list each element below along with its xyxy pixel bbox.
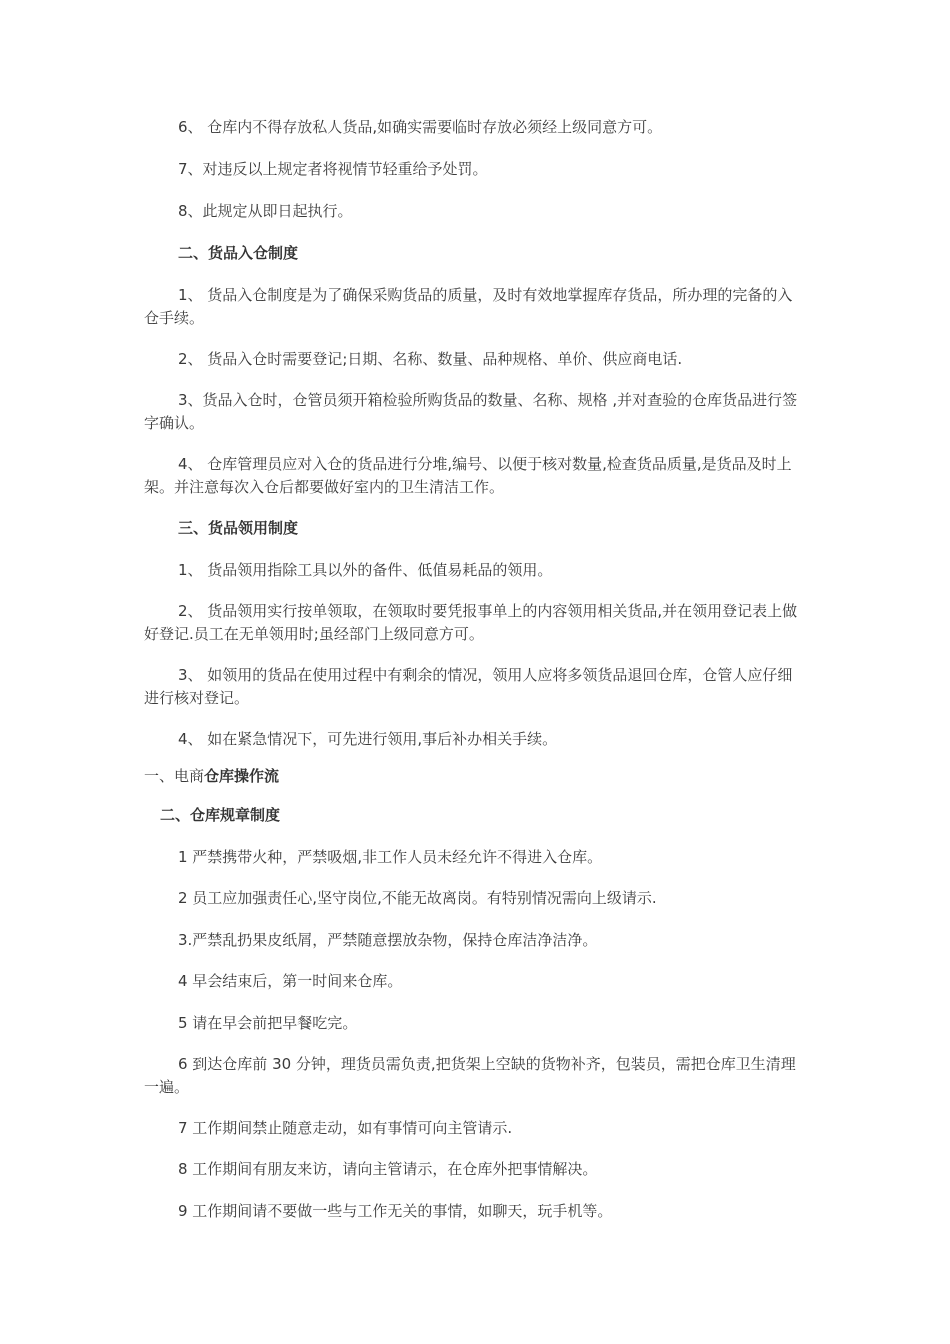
intake-item-4: 4、 仓库管理员应对入仓的货品进行分堆,编号、以便于核对数量,检查货品质量,是货品及时上架。并注意每次入仓后都要做好室内的卫生清洁工作。 bbox=[144, 455, 792, 496]
rules-item-6: 6 到达仓库前 30 分钟，理货员需负责,把货架上空缺的货物补齐，包装员，需把仓库卫生清理一遍。 bbox=[144, 1055, 796, 1096]
usage-item-4: 4、 如在紧急情况下，可先进行领用,事后补办相关手续。 bbox=[178, 730, 558, 748]
rules-item-8: 8 工作期间有朋友来访，请向主管请示，在仓库外把事情解决。 bbox=[178, 1160, 598, 1178]
rules-item-3: 3.严禁乱扔果皮纸屑，严禁随意摆放杂物，保持仓库洁净洁净。 bbox=[178, 931, 598, 949]
rules-item-9: 9 工作期间请不要做一些与工作无关的事情，如聊天，玩手机等。 bbox=[178, 1202, 613, 1220]
paragraph-item-8: 8、此规定从即日起执行。 bbox=[178, 202, 353, 220]
rules-item-4: 4 早会结束后，第一时间来仓库。 bbox=[178, 972, 403, 990]
section-heading-usage: 三、货品领用制度 bbox=[178, 519, 299, 537]
usage-item-3: 3、 如领用的货品在使用过程中有剩余的情况，领用人应将多领货品退回仓库，仓管人应仔细进行核对登记。 bbox=[144, 666, 793, 707]
rules-item-1: 1 严禁携带火种，严禁吸烟,非工作人员未经允许不得进入仓库。 bbox=[178, 848, 603, 866]
ecommerce-heading-bold: 仓库操作流 bbox=[204, 767, 280, 785]
rules-item-2: 2 员工应加强责任心,坚守岗位,不能无故离岗。有特别情况需向上级请示. bbox=[178, 889, 657, 907]
rules-item-7: 7 工作期间禁止随意走动，如有事情可向主管请示. bbox=[178, 1119, 513, 1137]
usage-item-1: 1、 货品领用指除工具以外的备件、低值易耗品的领用。 bbox=[178, 561, 553, 579]
intake-item-2: 2、 货品入仓时需要登记;日期、名称、数量、品种规格、单价、供应商电话. bbox=[178, 350, 683, 368]
ecommerce-heading bbox=[144, 765, 804, 788]
intake-item-1: 1、 货品入仓制度是为了确保采购货品的质量，及时有效地掌握库存货品，所办理的完备的入仓手续。 bbox=[144, 286, 793, 327]
section-heading-rules: 二、仓库规章制度 bbox=[160, 806, 281, 824]
rules-item-5: 5 请在早会前把早餐吃完。 bbox=[178, 1014, 358, 1032]
paragraph-item-7: 7、对违反以上规定者将视情节轻重给予处罚。 bbox=[178, 160, 488, 178]
section-heading-intake: 二、货品入仓制度 bbox=[178, 244, 299, 262]
paragraph-item-6: 6、 仓库内不得存放私人货品,如确实需要临时存放必须经上级同意方可。 bbox=[178, 118, 663, 136]
ecommerce-heading-prefix: 一、电商 bbox=[144, 767, 205, 785]
usage-item-2: 2、 货品领用实行按单领取，在领取时要凭报事单上的内容领用相关货品,并在领用登记表上做好登记.员工在无单领用时;虽经部门上级同意方可。 bbox=[144, 602, 798, 643]
intake-item-3: 3、货品入仓时，仓管员须开箱检验所购货品的数量、名称、规格 ,并对查验的仓库货品进行签字确认。 bbox=[144, 391, 798, 432]
